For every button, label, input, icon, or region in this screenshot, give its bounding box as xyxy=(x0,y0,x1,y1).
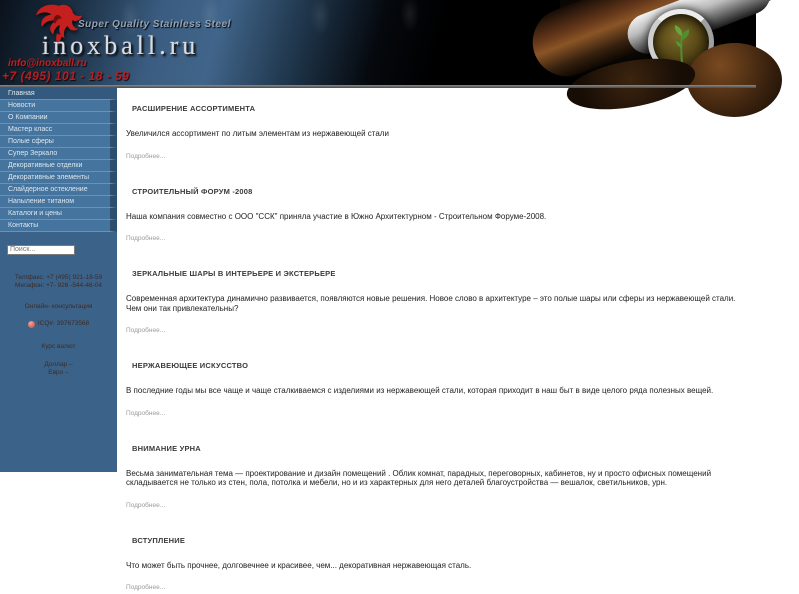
news-article xyxy=(126,536,747,594)
read-more-link[interactable]: Подробнее... xyxy=(126,235,165,242)
news-article xyxy=(126,187,747,246)
menu-item-master-class[interactable]: Мастер класс xyxy=(0,124,117,136)
sidebar-phones xyxy=(0,274,117,290)
article-text: Увеличился ассортимент по литым элементам из нержавеющей стали xyxy=(126,129,747,139)
currency-dollar: Доллар – xyxy=(0,361,117,369)
icq-number[interactable]: ICQ#: 397673568 xyxy=(38,320,89,328)
article-title: СТРОИТЕЛЬНЫЙ ФОРУМ -2008 xyxy=(132,187,747,196)
currency-euro: Евро – xyxy=(0,369,117,377)
news-article xyxy=(126,361,747,420)
article-title: ЗЕРКАЛЬНЫЕ ШАРЫ В ИНТЕРЬЕРЕ И ЭКСТЕРЬЕРЕ xyxy=(132,269,747,278)
article-title: ВНИМАНИЕ УРНА xyxy=(132,444,747,453)
news-article xyxy=(126,104,747,163)
header-tagline: Super Quality Stainless Steel xyxy=(78,19,231,30)
menu-item-news[interactable]: Новости xyxy=(0,100,117,112)
main-menu xyxy=(0,88,117,232)
article-text: Что может быть прочнее, долговечнее и красивее, чем... декоративная нержавеющая сталь. xyxy=(126,561,747,571)
online-consult-label: Онлайн- консультация xyxy=(0,303,117,311)
read-more-link[interactable]: Подробнее... xyxy=(126,327,165,334)
menu-item-decorative-finishes[interactable]: Декоративные отделки xyxy=(0,160,117,172)
green-sprout-icon xyxy=(667,22,697,64)
read-more-link[interactable]: Подробнее... xyxy=(126,502,165,509)
news-article xyxy=(126,444,747,512)
currency-rates xyxy=(0,361,117,377)
menu-item-home[interactable]: Главная xyxy=(0,88,117,100)
menu-item-hollow-spheres[interactable]: Полые сферы xyxy=(0,136,117,148)
article-title: РАСШИРЕНИЕ АССОРТИМЕНТА xyxy=(132,104,747,113)
menu-item-decorative-elements[interactable]: Декоративные элементы xyxy=(0,172,117,184)
currency-title: Курс валют xyxy=(0,343,117,351)
read-more-link[interactable]: Подробнее... xyxy=(126,584,165,591)
menu-item-super-mirror[interactable]: Супер Зеркало xyxy=(0,148,117,160)
phone-fax: Тел\факс: +7 (495) 921-18-59 xyxy=(0,274,117,282)
icq-status-icon xyxy=(28,321,35,328)
article-text: В последние годы мы все чаще и чаще сталкиваемся с изделиями из нержавеющей стали, которая приходит в наш быт в виде целого ряда полезных вещей. xyxy=(126,386,747,396)
rusty-pipe-end-image xyxy=(687,43,782,117)
search-input[interactable] xyxy=(7,245,75,255)
menu-item-catalogs-prices[interactable]: Каталоги и цены xyxy=(0,208,117,220)
menu-item-about[interactable]: О Компании xyxy=(0,112,117,124)
menu-item-contacts[interactable]: Контакты xyxy=(0,220,117,232)
header-phone: +7 (495) 101 - 18 - 59 xyxy=(2,69,129,83)
menu-item-titanium-coating[interactable]: Напыление титаном xyxy=(0,196,117,208)
site-header xyxy=(0,0,756,88)
article-text: Наша компания совместно с ООО "ССК" приняла участие в Южно Архитектурном - Строительном Форуме-2008. xyxy=(126,212,747,222)
menu-item-slider-glazing[interactable]: Слайдерное остекление xyxy=(0,184,117,196)
article-title: НЕРЖАВЕЮЩЕЕ ИСКУССТВО xyxy=(132,361,747,370)
sidebar xyxy=(0,88,117,472)
read-more-link[interactable]: Подробнее... xyxy=(126,410,165,417)
news-article xyxy=(126,269,747,337)
header-email[interactable]: info@inoxball.ru xyxy=(8,58,87,69)
article-text: Весьма занимательная тема — проектирование и дизайн помещений . Облик комнат, парадных, переговорных, кабинетов, ну и просто офисных помещений складывается не только из стен, пола, потолка и мебели, но и из характерных для него деталей благоустройства — вешалок, светильников, урн. xyxy=(126,469,747,488)
header-photo-pipes xyxy=(560,0,756,85)
phone-mobile: Мегафон: +7- 926 -544-46-04 xyxy=(0,282,117,290)
article-text: Современная архитектура динамично развивается, появляются новые решения. Новое слово в архитектуре – это полые шары или сферы из нержавеющей стали. Чем они так привлекательны? xyxy=(126,294,747,313)
read-more-link[interactable]: Подробнее... xyxy=(126,153,165,160)
article-title: ВСТУПЛЕНИЕ xyxy=(132,536,747,545)
news-list xyxy=(117,88,756,472)
site-title: inoxball.ru xyxy=(42,31,199,61)
